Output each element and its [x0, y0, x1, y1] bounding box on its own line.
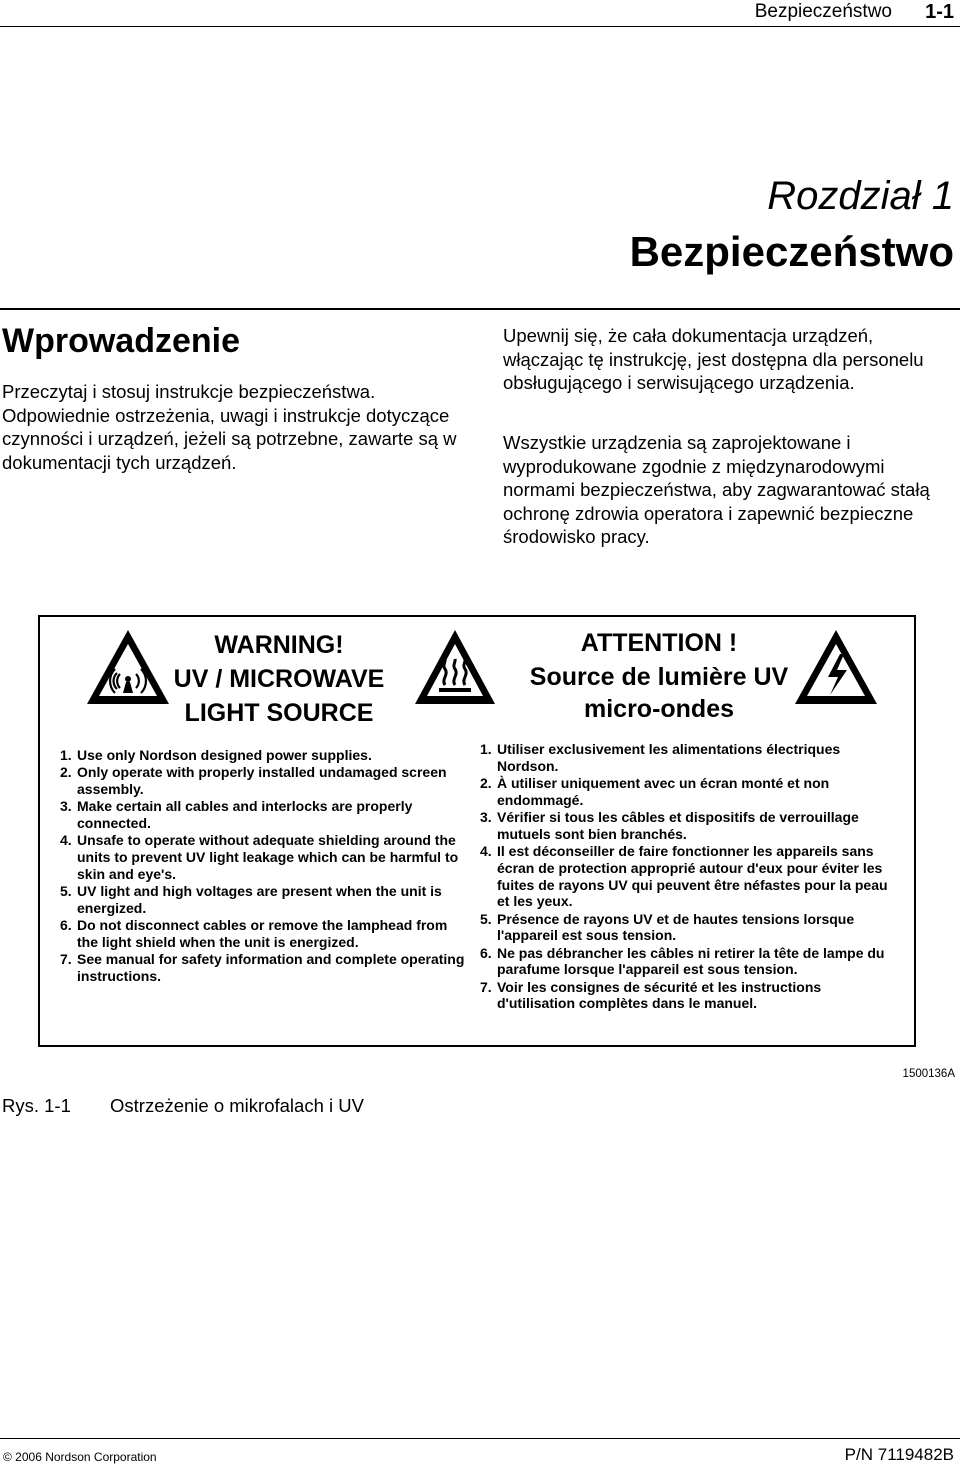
list-item: 5. Présence de rayons UV et de hautes tensions lorsque l'appareil est sous tension.: [480, 910, 855, 944]
figure-code: 1500136A: [902, 1068, 955, 1080]
running-header-page-number: 1-1: [925, 1, 954, 23]
chapter-rule: [0, 308, 960, 310]
figure-caption: Ostrzeżenie o mikrofalach i UV: [110, 1095, 364, 1116]
footer-rule: [0, 1438, 960, 1439]
running-header-section: Bezpieczeństwo: [754, 1, 892, 22]
attention-title-line: ATTENTION !: [580, 629, 738, 657]
list-item: 5. UV light and high voltages are present when the unit is energized.: [60, 882, 442, 916]
standards-paragraph: Wszystkie urządzenia są zaprojektowane i wyprodukowane zgodnie z międzynarodowymi normami bezpieczeństwa, aby zagwarantować stałą ochronę zdrowia operatora i zapewnić bezpieczne środowisko pracy.: [503, 432, 930, 547]
warning-label-figure: [38, 615, 916, 1047]
intro-paragraph: Przeczytaj i stosuj instrukcje bezpieczeństwa. Odpowiednie ostrzeżenia, uwagi i instrukcje dotyczące czynności i urządzeń, jeżeli są potrzebne, zawarte są w dokumentacji tych urządzeń.: [2, 381, 457, 473]
warning-title-line: LIGHT SOURCE: [184, 699, 374, 727]
english-instructions-list: [60, 747, 470, 985]
list-item: 6. Ne pas débrancher les câbles ni retirer la tête de lampe du parafume lorsque l'appareil est sous tension.: [480, 944, 885, 978]
chapter-title: Bezpieczeństwo: [629, 228, 954, 275]
list-item: 2. À utiliser uniquement avec un écran monté et non endommagé.: [480, 774, 830, 808]
chapter-number: Rozdział 1: [767, 174, 954, 218]
attention-title-line: Source de lumière UV: [529, 663, 789, 691]
list-item: 6. Do not disconnect cables or remove the lamphead from the light shield when the unit is energized.: [60, 916, 448, 950]
list-item: 7. See manual for safety information and complete operating instructions.: [60, 950, 465, 984]
list-item: 2. Only operate with properly installed undamaged screen assembly.: [60, 764, 447, 797]
footer-part-number: P/N 7119482B: [844, 1445, 954, 1464]
hot-surface-icon: [412, 627, 498, 707]
warning-title-line: WARNING!: [214, 631, 344, 659]
list-item: 1. Utiliser exclusivement les alimentations électriques Nordson.: [480, 741, 841, 774]
high-voltage-icon: [792, 627, 880, 707]
header-rule: [0, 26, 960, 27]
documentation-paragraph: Upewnij się, że cała dokumentacja urządzeń, włączając tę instrukcję, jest dostępna dla personelu obsługującego i serwisującego urządzenia.: [503, 325, 924, 393]
french-instructions-list: [480, 741, 900, 1012]
footer-copyright: © 2006 Nordson Corporation: [3, 1450, 157, 1464]
list-item: 4. Unsafe to operate without adequate shielding around the units to prevent UV light leakage which can be harmful to skin and eye's.: [60, 832, 459, 882]
microwave-radiation-icon: [84, 627, 172, 707]
list-item: 4. Il est déconseiller de faire fonctionner les appareils sans écran de protection approprié autour d'eux pour éviter les fuites de rayons UV qui peuvent être néfastes pour la peau et les yeux.: [480, 842, 888, 910]
section-heading: Wprowadzenie: [2, 322, 241, 360]
warning-title-line: UV / MICROWAVE: [173, 665, 385, 693]
list-item: 3. Make certain all cables and interlocks are properly connected.: [60, 798, 413, 831]
list-item: 3. Vérifier si tous les câbles et dispositifs de verrouillage mutuels sont bien branchés.: [480, 808, 859, 842]
list-item: 7. Voir les consignes de sécurité et les instructions d'utilisation complètes dans le manuel.: [480, 978, 822, 1012]
attention-title-line: micro-ondes: [583, 695, 735, 723]
list-item: 1. Use only Nordson designed power supplies.: [60, 747, 372, 763]
figure-number: Rys. 1-1: [2, 1095, 71, 1116]
